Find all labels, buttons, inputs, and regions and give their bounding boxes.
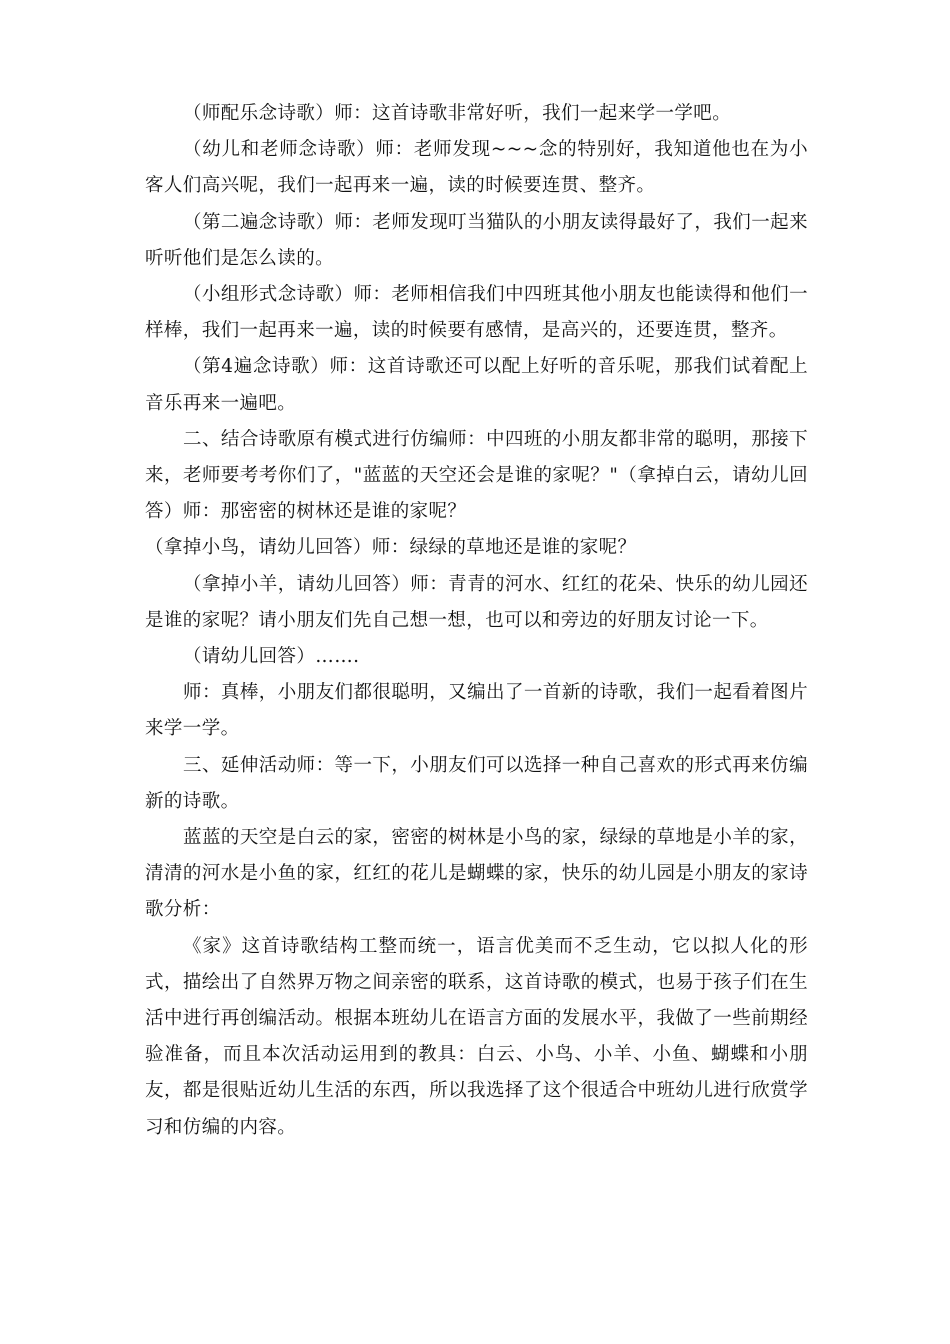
paragraph-10: 师：真棒，小朋友们都很聪明，又编出了一首新的诗歌，我们一起看着图片来学一学。 — [145, 682, 808, 740]
paragraph-6: 二、结合诗歌原有模式进行仿编师：中四班的小朋友都非常的聪明，那接下来，老师要考考你们了，"蓝蓝的天空还会是谁的家呢？"（拿掉白云，请幼儿回答）师：那密密的树林还是谁的家呢？ — [145, 428, 808, 523]
document-body — [145, 96, 808, 1146]
paragraph-5: （第4遍念诗歌）师：这首诗歌还可以配上好听的音乐呢，那我们试着配上音乐再来一遍吧。 — [145, 356, 808, 414]
paragraph-13: 《家》这首诗歌结构工整而统一，语言优美而不乏生动，它以拟人化的形式，描绘出了自然界万物之间亲密的联系，这首诗歌的模式，也易于孩子们在生活中进行再创编活动。根据本班幼儿在语言方面的发展水平，我做了一些前期经验准备，而且本次活动运用到的教具：白云、小鸟、小羊、小鱼、蝴蝶和小朋友，都是很贴近幼儿生活的东西，所以我选择了这个很适合中班幼儿进行欣赏学习和仿编的内容。 — [145, 935, 808, 1138]
paragraph-11: 三、延伸活动师：等一下，小朋友们可以选择一种自己喜欢的形式再来仿编新的诗歌。 — [145, 754, 808, 812]
paragraph-12: 蓝蓝的天空是白云的家，密密的树林是小鸟的家，绿绿的草地是小羊的家，清清的河水是小鱼的家，红红的花儿是蝴蝶的家，快乐的幼儿园是小朋友的家诗歌分析： — [145, 827, 808, 921]
paragraph-7: （拿掉小鸟，请幼儿回答）师：绿绿的草地还是谁的家呢？ — [145, 537, 637, 559]
paragraph-3: （第二遍念诗歌）师：老师发现叮当猫队的小朋友读得最好了，我们一起来听听他们是怎么读的。 — [145, 211, 808, 269]
paragraph-4: （小组形式念诗歌）师：老师相信我们中四班其他小朋友也能读得和他们一样棒，我们一起再来一遍，读的时候要有感情，是高兴的，还要连贯，整齐。 — [145, 284, 808, 342]
paragraph-9: （请幼儿回答）……. — [183, 646, 360, 668]
paragraph-2: （幼儿和老师念诗歌）师：老师发现~~~念的特别好，我知道他也在为小客人们高兴呢，我们一起再来一遍，读的时候要连贯、整齐。 — [145, 139, 808, 197]
paragraph-8: （拿掉小羊，请幼儿回答）师：青青的河水、红红的花朵、快乐的幼儿园还是谁的家呢？请小朋友们先自己想一想，也可以和旁边的好朋友讨论一下。 — [145, 573, 808, 631]
paragraph-1: （师配乐念诗歌）师：这首诗歌非常好听，我们一起来学一学吧。 — [183, 103, 732, 124]
